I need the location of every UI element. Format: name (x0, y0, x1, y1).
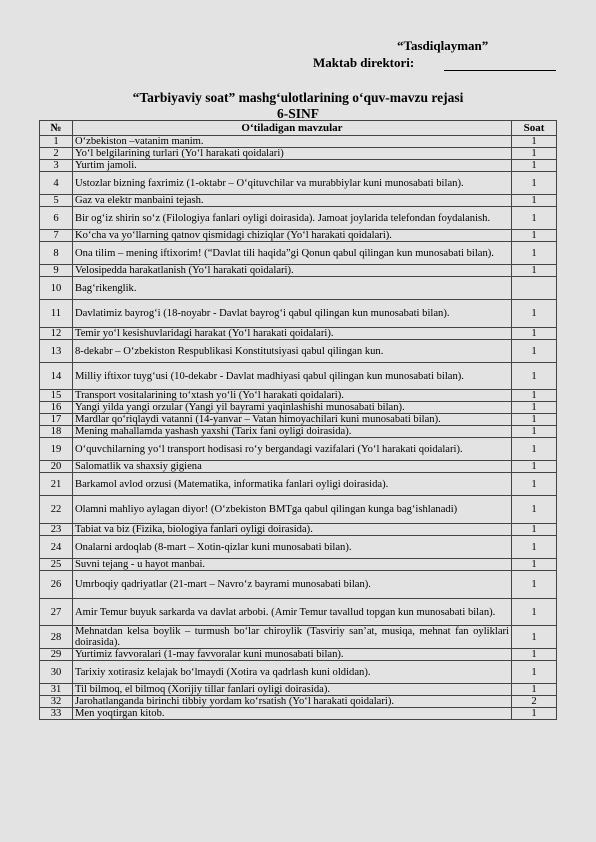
row-hours: 1 (512, 438, 557, 461)
row-number: 16 (40, 402, 73, 414)
table-row (40, 195, 557, 207)
row-topic: Yangi yilda yangi orzular (Yangi yil bayrami yaqinlashishi munosabati bilan). (73, 402, 512, 414)
row-hours: 1 (512, 340, 557, 363)
table-row (40, 340, 557, 363)
row-number: 3 (40, 160, 73, 172)
row-topic: Gaz va elektr manbaini tejash. (73, 195, 512, 207)
row-number: 8 (40, 242, 73, 265)
row-topic: Ko‘cha va yo‘llarning qatnov qismidagi chiziqlar (Yo‘l harakati qoidalari). (73, 230, 512, 242)
table-row (40, 136, 557, 148)
row-number: 17 (40, 414, 73, 426)
row-topic: O‘quvchilarning yo‘l transport hodisasi ro‘y bergandagi vazifalari (Yo‘l harakati qoidalari). (73, 438, 512, 461)
table-row (40, 160, 557, 172)
row-number: 18 (40, 426, 73, 438)
row-topic: O‘zbekiston –vatanim manim. (73, 136, 512, 148)
table-row (40, 265, 557, 277)
row-topic: Amir Temur buyuk sarkarda va davlat arbobi. (Amir Temur tavallud topgan kun munosabati bilan). (73, 599, 512, 626)
row-hours: 1 (512, 207, 557, 230)
table-row (40, 473, 557, 496)
row-number: 21 (40, 473, 73, 496)
row-number: 2 (40, 148, 73, 160)
row-topic: Bir og‘iz shirin so‘z (Filologiya fanlari oyligi doirasida). Jamoat joylarida telefondan foydalanish. (73, 207, 512, 230)
document-title (0, 90, 596, 122)
table-row (40, 230, 557, 242)
row-topic: Velosipedda harakatlanish (Yo‘l harakati qoidalari). (73, 265, 512, 277)
row-number: 23 (40, 524, 73, 536)
table-row (40, 626, 557, 649)
row-number: 25 (40, 559, 73, 571)
row-topic: Salomatlik va shaxsiy gigiena (73, 461, 512, 473)
row-topic: Jarohatlanganda birinchi tibbiy yordam ko‘rsatish (Yo‘l harakati qoidalari). (73, 696, 512, 708)
row-topic: Bag‘rikenglik. (73, 277, 512, 300)
table-row (40, 207, 557, 230)
row-number: 1 (40, 136, 73, 148)
row-topic: Ustozlar bizning faxrimiz (1-oktabr – O‘qituvchilar va murabbiylar kuni munosabati bilan). (73, 172, 512, 195)
row-number: 31 (40, 684, 73, 696)
table-row (40, 402, 557, 414)
table-row (40, 559, 557, 571)
row-topic: Yurtimiz favvoralari (1-may favvoralar kuni munosabati bilan). (73, 649, 512, 661)
table-row (40, 390, 557, 402)
director-signature (313, 55, 556, 71)
row-hours: 1 (512, 328, 557, 340)
row-hours: 1 (512, 496, 557, 524)
row-topic: Men yoqtirgan kitob. (73, 708, 512, 720)
row-number: 11 (40, 300, 73, 328)
table-row (40, 571, 557, 599)
table-row (40, 661, 557, 684)
table-row (40, 172, 557, 195)
table-row (40, 426, 557, 438)
row-hours: 1 (512, 559, 557, 571)
table-row (40, 328, 557, 340)
table-row (40, 649, 557, 661)
row-topic: Mardlar qo‘riqlaydi vatanni (14-yanvar – Vatan himoyachilari kuni munosabati bilan). (73, 414, 512, 426)
row-number: 29 (40, 649, 73, 661)
table-row (40, 242, 557, 265)
row-hours: 1 (512, 172, 557, 195)
row-hours: 1 (512, 599, 557, 626)
row-topic: Tarixiy xotirasiz kelajak bo‘lmaydi (Xotira va qadrlash kuni oldidan). (73, 661, 512, 684)
row-hours: 1 (512, 524, 557, 536)
column-header-hours: Soat (512, 121, 557, 136)
row-hours: 1 (512, 148, 557, 160)
table-row (40, 363, 557, 390)
row-hours: 1 (512, 265, 557, 277)
row-topic: Suvni tejang - u hayot manbai. (73, 559, 512, 571)
row-hours: 1 (512, 363, 557, 390)
row-number: 19 (40, 438, 73, 461)
row-number: 13 (40, 340, 73, 363)
row-topic: Onalarni ardoqlab (8-mart – Xotin-qizlar kuni munosabati bilan). (73, 536, 512, 559)
row-number: 9 (40, 265, 73, 277)
row-hours: 1 (512, 402, 557, 414)
row-hours: 1 (512, 136, 557, 148)
table-row (40, 536, 557, 559)
row-hours: 2 (512, 696, 557, 708)
row-hours: 1 (512, 626, 557, 649)
approval-heading: “Tasdiqlayman” (397, 38, 489, 53)
column-header-topic: O‘tiladigan mavzular (73, 121, 512, 136)
row-number: 24 (40, 536, 73, 559)
row-hours: 1 (512, 536, 557, 559)
plan-title: “Tarbiyaviy soat” mashg‘ulotlarining o‘quv-mavzu rejasi (132, 90, 464, 105)
row-number: 26 (40, 571, 73, 599)
row-topic: Transport vositalarining to‘xtash yo‘li (Yo‘l harakati qoidalari). (73, 390, 512, 402)
row-topic: Yurtim jamoli. (73, 160, 512, 172)
row-hours: 1 (512, 242, 557, 265)
table-row (40, 708, 557, 720)
topics-table (39, 120, 557, 720)
row-topic: Temir yo‘l kesishuvlaridagi harakat (Yo‘l harakati qoidalari). (73, 328, 512, 340)
row-number: 32 (40, 696, 73, 708)
table-row (40, 148, 557, 160)
row-hours: 1 (512, 414, 557, 426)
row-topic: Yo‘l belgilarining turlari (Yo‘l harakati qoidalari) (73, 148, 512, 160)
row-hours: 1 (512, 230, 557, 242)
row-topic: Tabiat va biz (Fizika, biologiya fanlari oyligi doirasida). (73, 524, 512, 536)
table-row (40, 524, 557, 536)
table-row (40, 300, 557, 328)
row-number: 10 (40, 277, 73, 300)
row-hours: 1 (512, 390, 557, 402)
row-hours: 1 (512, 684, 557, 696)
row-number: 15 (40, 390, 73, 402)
row-topic: Til bilmoq, el bilmoq (Xorijiy tillar fanlari oyligi doirasida). (73, 684, 512, 696)
row-topic: Davlatimiz bayrog‘i (18-noyabr - Davlat bayrog‘i qabul qilingan kun munosabati bilan). (73, 300, 512, 328)
table-row (40, 438, 557, 461)
row-topic: Umrboqiy qadriyatlar (21-mart – Navro‘z bayrami munosabati bilan). (73, 571, 512, 599)
signature-line (444, 58, 556, 71)
table-row (40, 277, 557, 300)
row-number: 30 (40, 661, 73, 684)
row-topic: Ona tilim – mening iftixorim! (“Davlat tili haqida”gi Qonun qabul qilingan kun munosabati bilan). (73, 242, 512, 265)
row-hours: 1 (512, 473, 557, 496)
table-row (40, 496, 557, 524)
row-topic: Olamni mahliyo aylagan diyor! (O‘zbekiston BMTga qabul qilingan kunga bag‘ishlanadi) (73, 496, 512, 524)
row-hours: 1 (512, 160, 557, 172)
row-hours (512, 277, 557, 300)
row-topic: Milliy iftixor tuyg‘usi (10-dekabr - Davlat madhiyasi qabul qilingan kun munosabati bilan). (73, 363, 512, 390)
row-hours: 1 (512, 300, 557, 328)
row-hours: 1 (512, 708, 557, 720)
table-header-row (40, 121, 557, 136)
row-topic: Mening mahallamda yashash yaxshi (Tarix fani oyligi doirasida). (73, 426, 512, 438)
table-row (40, 696, 557, 708)
table-row (40, 599, 557, 626)
row-number: 12 (40, 328, 73, 340)
row-number: 7 (40, 230, 73, 242)
row-number: 28 (40, 626, 73, 649)
row-hours: 1 (512, 661, 557, 684)
column-header-number: № (40, 121, 73, 136)
row-number: 20 (40, 461, 73, 473)
table-row (40, 684, 557, 696)
row-hours: 1 (512, 461, 557, 473)
row-hours: 1 (512, 426, 557, 438)
row-number: 14 (40, 363, 73, 390)
row-hours: 1 (512, 195, 557, 207)
row-hours: 1 (512, 649, 557, 661)
row-hours: 1 (512, 571, 557, 599)
table-row (40, 414, 557, 426)
row-number: 27 (40, 599, 73, 626)
row-number: 4 (40, 172, 73, 195)
row-number: 22 (40, 496, 73, 524)
row-topic: 8-dekabr – O‘zbekiston Respublikasi Konstitutsiyasi qabul qilingan kun. (73, 340, 512, 363)
grade-title: 6-SINF (276, 106, 319, 121)
row-topic: Mehnatdan kelsa boylik – turmush bo‘lar chiroylik (Tasviriy san’at, musiqa, mehnat fan oyliklari doirasida). (73, 626, 512, 649)
table-row (40, 461, 557, 473)
row-topic: Barkamol avlod orzusi (Matematika, informatika fanlari oyligi doirasida). (73, 473, 512, 496)
row-number: 33 (40, 708, 73, 720)
director-label: Maktab direktori: (313, 55, 415, 70)
row-number: 6 (40, 207, 73, 230)
row-number: 5 (40, 195, 73, 207)
